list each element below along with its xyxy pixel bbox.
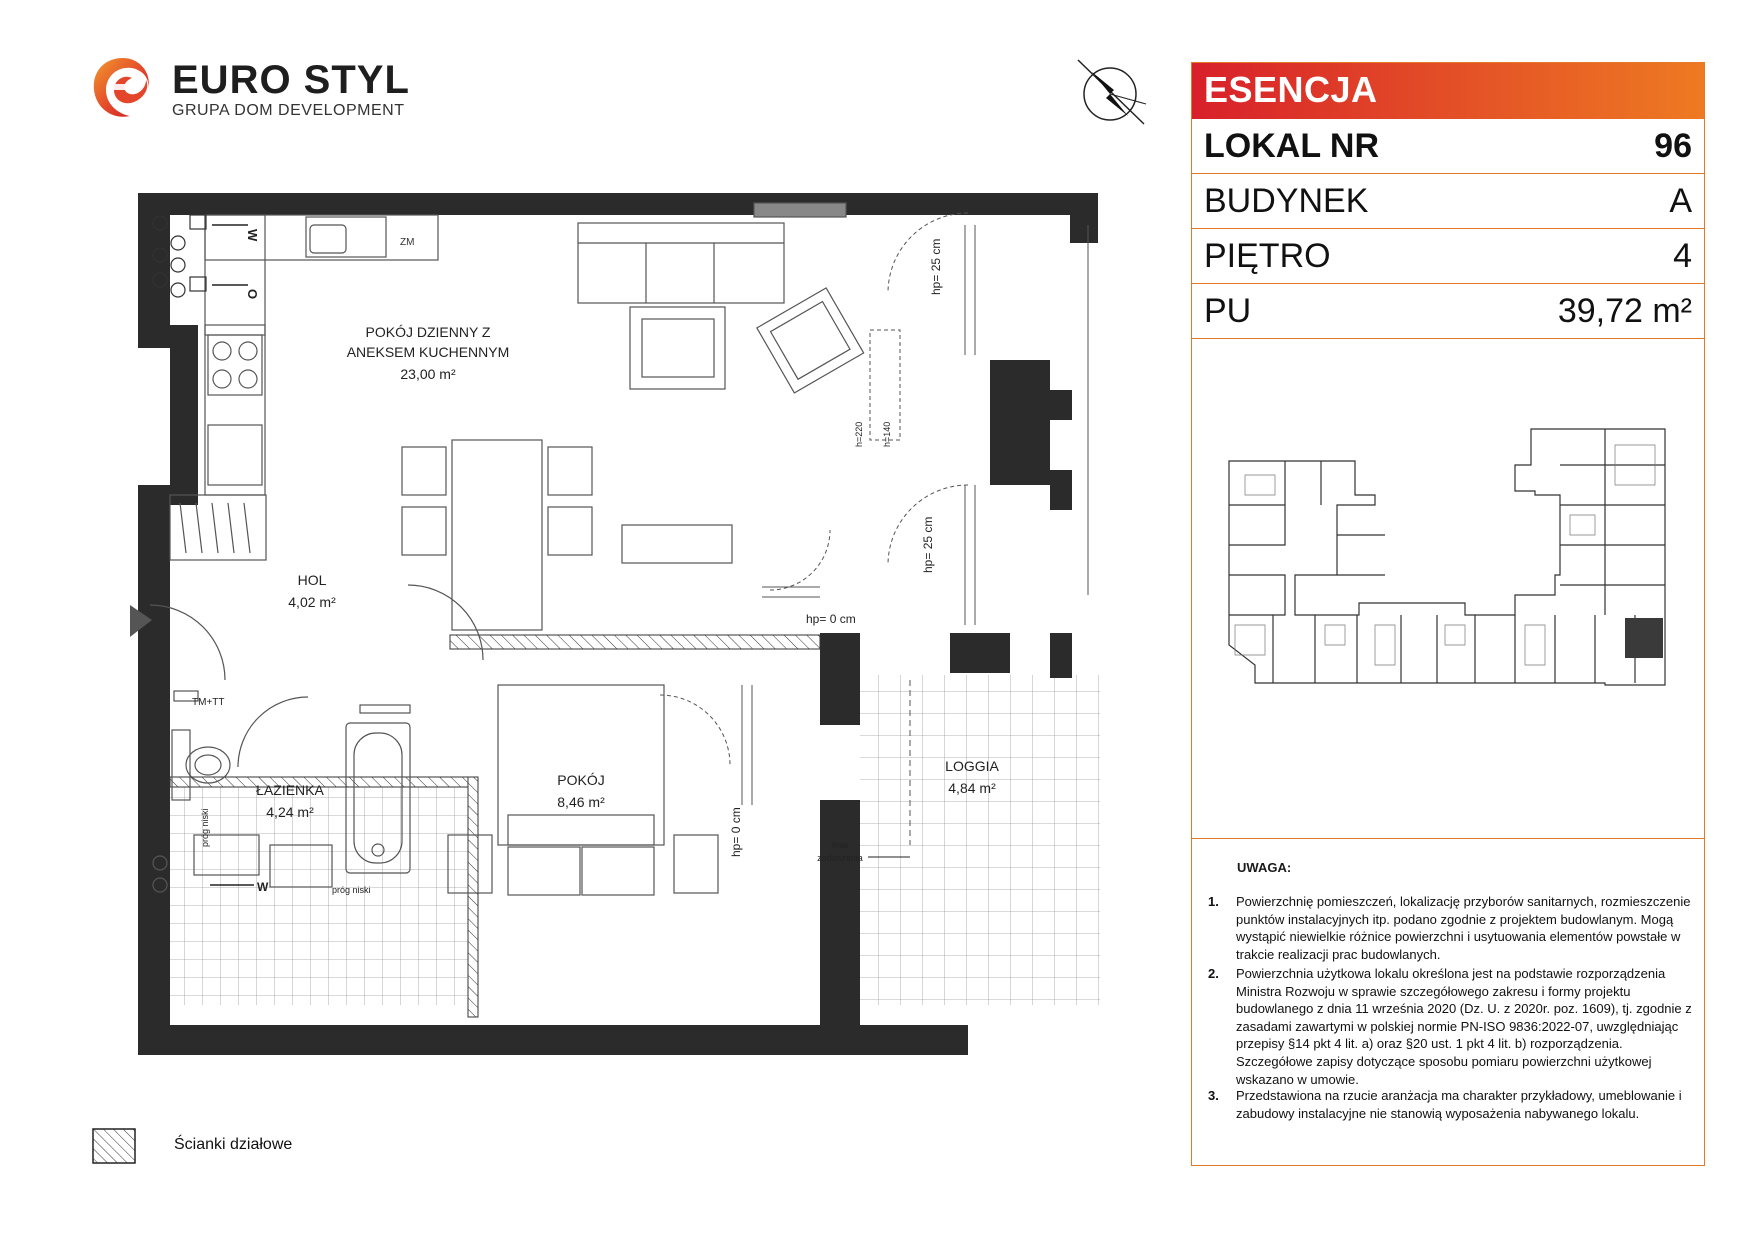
label-prog-niski-b: próg niski: [332, 885, 371, 895]
note-2-text: Powierzchnia użytkowa lokalu określona jest na podstawie rozporządzenia Ministra Rozwoju w sprawie szczegółowego zakresu i formy projektu budowlanego z dnia 11 września 2020 (Dz. U. z 2020r. poz. 1609), tj. zgodnie z zasadami zawartymi w polskiej normie PN-ISO 9836:2022-07, uwzględniając przepisy §14 pkt 4 lit. a) oraz §20 ust. 1 pkt 4 lit. b) rozporządzenia. Szczegółowe zapisy dotyczące sposobu pomiaru powierzchni użytkowej wskazano w umowie.: [1236, 966, 1692, 1087]
label-water-w: W: [245, 229, 260, 242]
investment-name: ESENCJA: [1204, 69, 1378, 110]
living-name-2: ANEKSEM KUCHENNYM: [346, 344, 510, 360]
note-1-text: Powierzchnię pomieszczeń, lokalizację przyborów sanitarnych, rozmieszczenie punktów instalacyjnych itp. podano zgodnie z projektem budowlanym. Mogą wystąpić niewielkie różnice powierzchni i usytuowania elementów powstałe w trakcie realizacji prac budowlanych.: [1236, 894, 1691, 962]
label-hp0-b: hp= 0 cm: [729, 807, 743, 857]
euro-styl-logo: [88, 54, 158, 124]
row-pietro-label: PIĘTRO: [1204, 237, 1331, 275]
room-name: POKÓJ: [557, 772, 605, 788]
label-hp0-a: hp= 0 cm: [806, 612, 856, 626]
row-pu: [1192, 284, 1704, 339]
row-pietro: [1192, 229, 1704, 284]
label-prog-niski-a: próg niski: [200, 808, 210, 847]
row-lokal-label: LOKAL NR: [1204, 127, 1380, 165]
note-2-num: 2.: [1208, 966, 1219, 981]
row-budynek: [1192, 174, 1704, 229]
row-budynek-label: BUDYNEK: [1204, 182, 1369, 220]
label-bath-water: W: [257, 880, 269, 894]
label-hp25-b: hp= 25 cm: [921, 516, 935, 573]
note-1-num: 1.: [1208, 894, 1219, 909]
hall-name: HOL: [297, 572, 327, 588]
bathroom-area: 4,24 m²: [266, 804, 314, 820]
row-pietro-value: 4: [1673, 237, 1692, 275]
living-furniture: [402, 203, 864, 630]
partition-wall-swatch: [92, 1128, 136, 1164]
row-lokal-value: 96: [1654, 127, 1692, 165]
note-3-num: 3.: [1208, 1088, 1219, 1103]
building-key-plan: [1225, 425, 1670, 725]
row-budynek-value: A: [1669, 182, 1692, 220]
bathroom-floor: [170, 780, 470, 1005]
panel-divider: [1192, 838, 1704, 839]
bathroom-name: ŁAZIENKA: [256, 782, 324, 798]
north-compass-icon: [1070, 56, 1150, 128]
row-pu-value: 39,72 m²: [1557, 292, 1692, 330]
loggia-area: 4,84 m²: [948, 780, 996, 796]
legend-label: Ścianki działowe: [174, 1136, 293, 1153]
label-water-o: O: [245, 289, 260, 300]
notes-title: UWAGA:: [1237, 860, 1292, 875]
brand-name: EURO STYL: [172, 58, 410, 102]
label-zm: ZM: [400, 237, 415, 248]
hall-area: 4,02 m²: [288, 594, 336, 610]
label-h140: h=140: [882, 421, 892, 447]
bed: [448, 685, 718, 895]
brand-subtitle: GRUPA DOM DEVELOPMENT: [172, 102, 405, 119]
label-tm-tt: TM+TT: [192, 697, 225, 708]
living-name-1: POKÓJ DZIENNY Z: [365, 324, 491, 340]
living-area: 23,00 m²: [400, 366, 456, 382]
label-roof-1: linia: [831, 840, 849, 850]
label-roof-2: zadaszenia: [817, 853, 863, 863]
highlighted-unit: [1625, 618, 1663, 658]
note-3-text: Przedstawiona na rzucie aranżacja ma charakter przykładowy, umeblowanie i zabudowy instalacyjne nie stanowią wyposażenia nabywanego lokalu.: [1236, 1088, 1682, 1121]
row-pu-label: PU: [1204, 292, 1252, 330]
loggia-floor: [860, 675, 1100, 1005]
label-h220: h=220: [854, 421, 864, 447]
loggia-name: LOGGIA: [945, 758, 999, 774]
row-lokal: [1192, 119, 1704, 174]
label-hp25-a: hp= 25 cm: [929, 238, 943, 295]
investment-header: [1192, 63, 1704, 119]
floor-plan: [130, 185, 1120, 1055]
room-area: 8,46 m²: [557, 794, 605, 810]
